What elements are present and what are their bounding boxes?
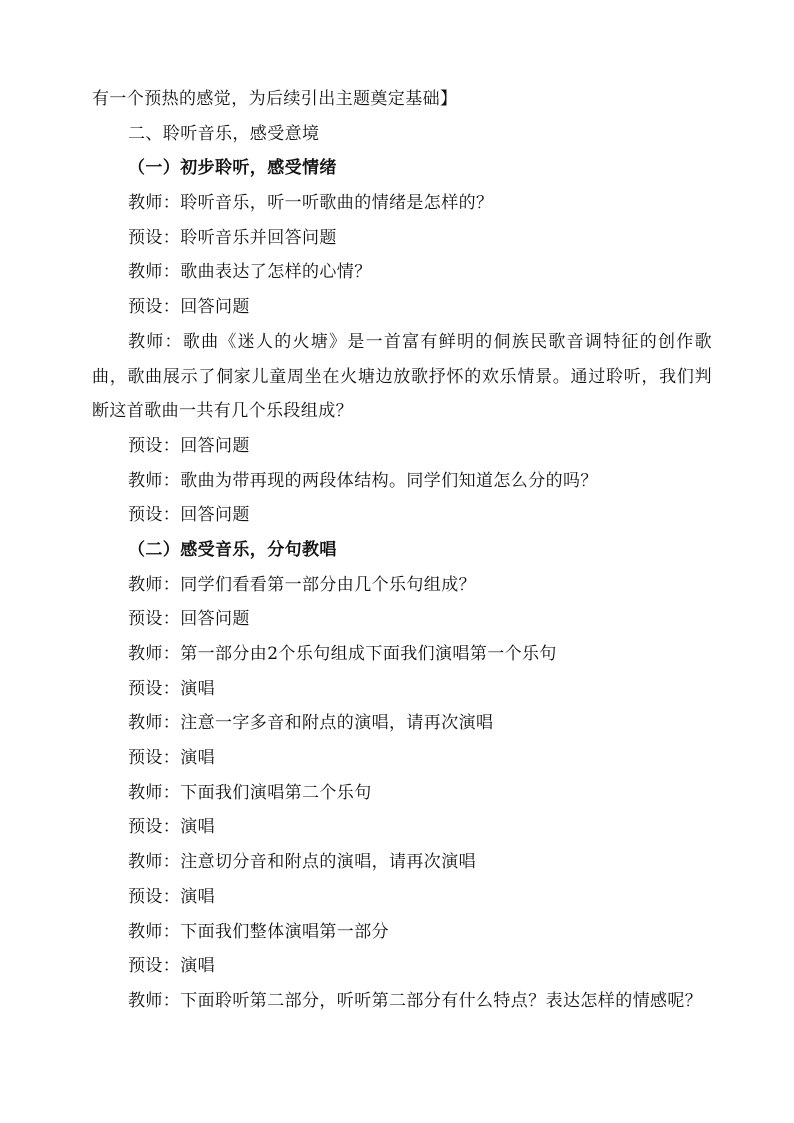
preset-line: 预设：回答问题 xyxy=(128,609,250,630)
preset-line: 预设：演唱 xyxy=(128,817,215,838)
preset-line: 预设：演唱 xyxy=(128,886,215,907)
teacher-line: 教师：歌曲表达了怎样的心情？ xyxy=(128,262,372,283)
preset-line: 预设：回答问题 xyxy=(128,435,250,456)
teacher-line: 教师：聆听音乐，听一听歌曲的情绪是怎样的？ xyxy=(128,193,494,214)
teacher-paragraph: 教师：下面聆听第二部分，听听第二部分有什么特点？表达怎样的情感呢？ xyxy=(128,990,703,1011)
preset-line: 预设：演唱 xyxy=(128,748,215,769)
section-title: 二、聆听音乐，感受意境 xyxy=(128,123,320,144)
teacher-line: 教师：注意切分音和附点的演唱，请再次演唱 xyxy=(128,852,476,873)
document-body xyxy=(92,82,712,1019)
teacher-line: 教师：下面我们整体演唱第一部分 xyxy=(128,921,389,942)
teacher-line: 教师：第一部分由2个乐句组成下面我们演唱第一个乐句 xyxy=(128,644,557,665)
subsection-heading: （一）初步聆听，感受情绪 xyxy=(128,158,337,179)
teacher-line: 教师：歌曲为带再现的两段体结构。同学们知道怎么分的吗？ xyxy=(128,470,598,491)
teacher-line: 教师：下面我们演唱第二个乐句 xyxy=(128,782,372,803)
preset-line: 预设：演唱 xyxy=(128,956,215,977)
teacher-line: 教师：同学们看看第一部分由几个乐句组成？ xyxy=(128,574,476,595)
paragraph-continuation: 有一个预热的感觉，为后续引出主题奠定基础】 xyxy=(92,89,458,109)
preset-line: 预设：演唱 xyxy=(128,678,215,699)
preset-line: 预设：回答问题 xyxy=(128,297,250,318)
preset-line: 预设：回答问题 xyxy=(128,505,250,526)
teacher-paragraph: 教师：歌曲《迷人的火塘》是一首富有鲜明的侗族民歌音调特征的创作歌曲，歌曲展示了侗家儿童周坐在火塘边放歌抒怀的欢乐情景。通过聆听，我们判断这首歌曲一共有几个乐段组成？ xyxy=(92,331,712,422)
teacher-line: 教师：注意一字多音和附点的演唱，请再次演唱 xyxy=(128,713,494,734)
preset-line: 预设：聆听音乐并回答问题 xyxy=(128,227,337,248)
subsection-heading: （二）感受音乐，分句教唱 xyxy=(128,539,337,560)
